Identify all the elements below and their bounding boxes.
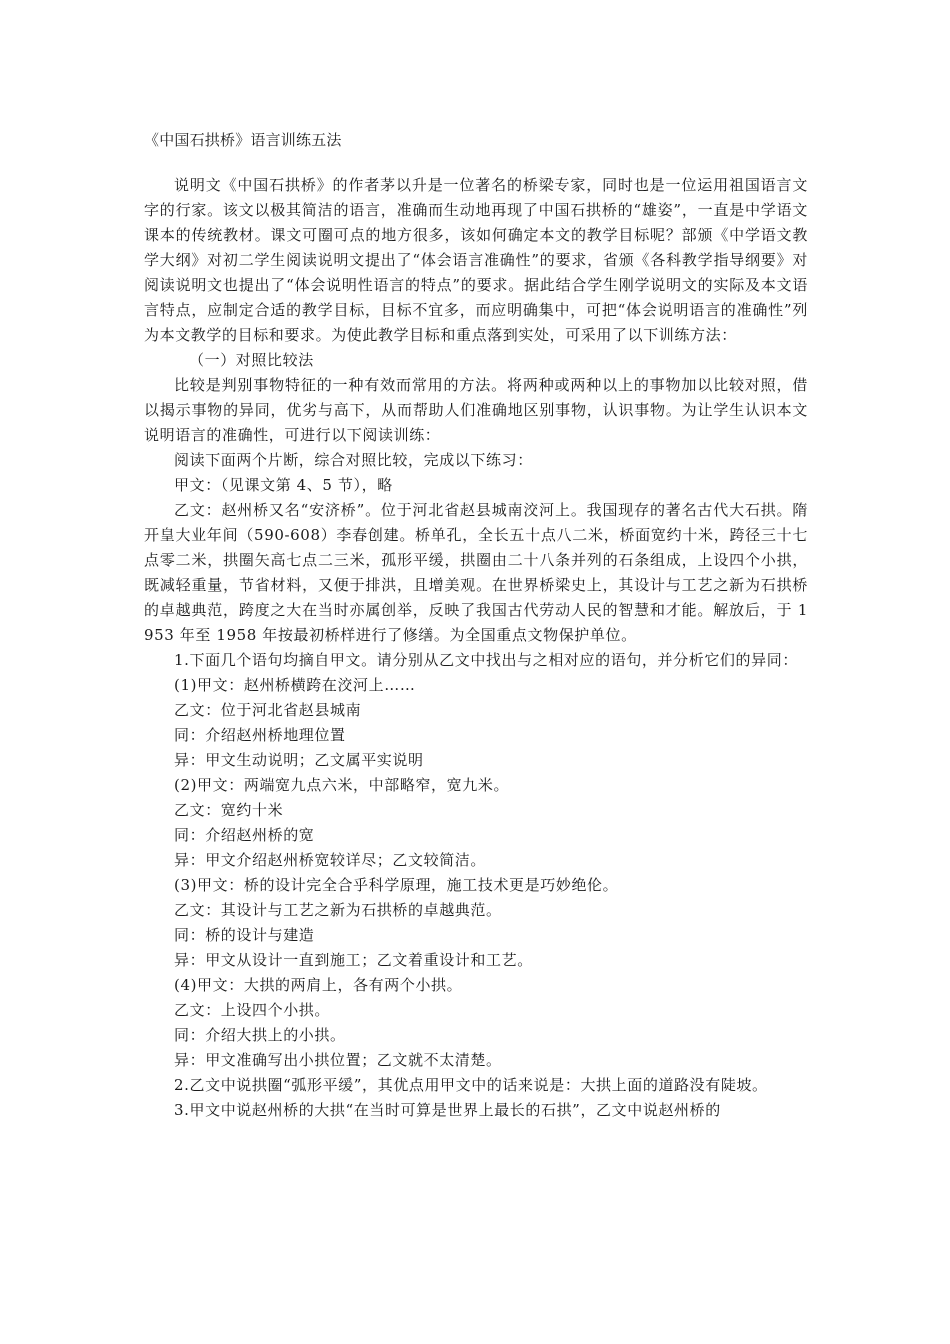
exercise-line: 同：介绍赵州桥地理位置 [174, 726, 346, 744]
exercise-line: 异：甲文从设计一直到施工；乙文着重设计和工艺。 [174, 951, 533, 969]
exercise-line: 异：甲文介绍赵州桥宽较详尽；乙文较简洁。 [174, 851, 487, 869]
method-paragraph: 比较是判别事物特征的一种有效而常用的方法。将两种或两种以上的事物加以比较对照，借以揭示事物的异同，优劣与高下，从而帮助人们准确地区别事物，认识事物。为让学生认识本文说明语言的准确性，可进行以下阅读训练： [144, 376, 808, 444]
exercise-line: 同：桥的设计与建造 [174, 926, 315, 944]
exercise-line: 乙文：位于河北省赵县城南 [174, 701, 362, 719]
intro-paragraph: 说明文《中国石拱桥》的作者茅以升是一位著名的桥梁专家，同时也是一位运用祖国语言文字的行家。该文以极其简洁的语言，准确而生动地再现了中国石拱桥的“雄姿”，一直是中学语文课本的传统教材。课文可圈可点的地方很多，该如何确定本文的教学目标呢？部颁《中学语文教学大纲》对初二学生阅读说明文提出了“体会语言准确性”的要求，省颁《各科教学指导纲要》对阅读说明文也提出了“体会说明性语言的特点”的要求。据此结合学生刚学说明文的实际及本文语言特点，应制定合适的教学目标，目标不宜多，而应明确集中，可把“体会说明语言的准确性”列为本文教学的目标和要求。为使此教学目标和重点落到实处，可采用了以下训练方法： [144, 176, 808, 344]
exercise-line: 乙文：宽约十米 [174, 801, 284, 819]
document-title: 《中国石拱桥》语言训练五法 [144, 131, 342, 149]
exercise-line: 乙文：其设计与工艺之新为石拱桥的卓越典范。 [174, 901, 502, 919]
exercise-line: (2)甲文：两端宽九点六米，中部略窄，宽九米。 [174, 776, 510, 794]
exercise-line: (3)甲文：桥的设计完全合乎科学原理，施工技术更是巧妙绝伦。 [174, 876, 619, 894]
exercise-3-paragraph: 3.甲文中说赵州桥的大拱“在当时可算是世界上最长的石拱”，乙文中说赵州桥的 [174, 1101, 721, 1119]
exercise-line: 异：甲文生动说明；乙文属平实说明 [174, 751, 424, 769]
section-heading: （一）对照比较法 [189, 351, 314, 369]
exercise-line: 乙文：上设四个小拱。 [174, 1001, 331, 1019]
exercise-line: 异：甲文准确写出小拱位置；乙文就不太清楚。 [174, 1051, 502, 1069]
exercise-line: (4)甲文：大拱的两肩上，各有两个小拱。 [174, 976, 463, 994]
exercise-line: 同：介绍大拱上的小拱。 [174, 1026, 346, 1044]
exercise-line: (1)甲文：赵州桥横跨在洨河上…… [174, 676, 416, 694]
text-b-paragraph: 乙文：赵州桥又名“安济桥”。位于河北省赵县城南洨河上。我国现存的著名古代大石拱。隋开皇大业年间（590-608）李春创建。桥单孔，全长五十点八二米，桥面宽约十米，跨径三十七点零二米，拱圈矢高七点二三米，孤形平缓，拱圈由二十八条并列的石条组成，上设四个小拱，既减轻重量，节省材料，又便于排洪，且增美观。在世界桥梁史上，其设计与工艺之新为石拱桥的卓越典范，跨度之大在当时亦属创举，反映了我国古代劳动人民的智慧和才能。解放后，于 1953 年至 1958 年按最初桥样进行了修缮。为全国重点文物保护单位。 [144, 501, 808, 644]
exercise-2-paragraph: 2.乙文中说拱圈“弧形平缓”，其优点用甲文中的话来说是：大拱上面的道路没有陡坡。 [174, 1076, 768, 1094]
text-a-line: 甲文：（见课文第 4、5 节），略 [174, 476, 393, 494]
document-body [144, 173, 808, 1123]
exercise-line: 同：介绍赵州桥的宽 [174, 826, 315, 844]
exercise-1-prompt: 1.下面几个语句均摘自甲文。请分别从乙文中找出与之相对应的语句，并分析它们的异同： [174, 651, 798, 669]
instruction-line: 阅读下面两个片断，综合对照比较，完成以下练习： [174, 451, 533, 469]
